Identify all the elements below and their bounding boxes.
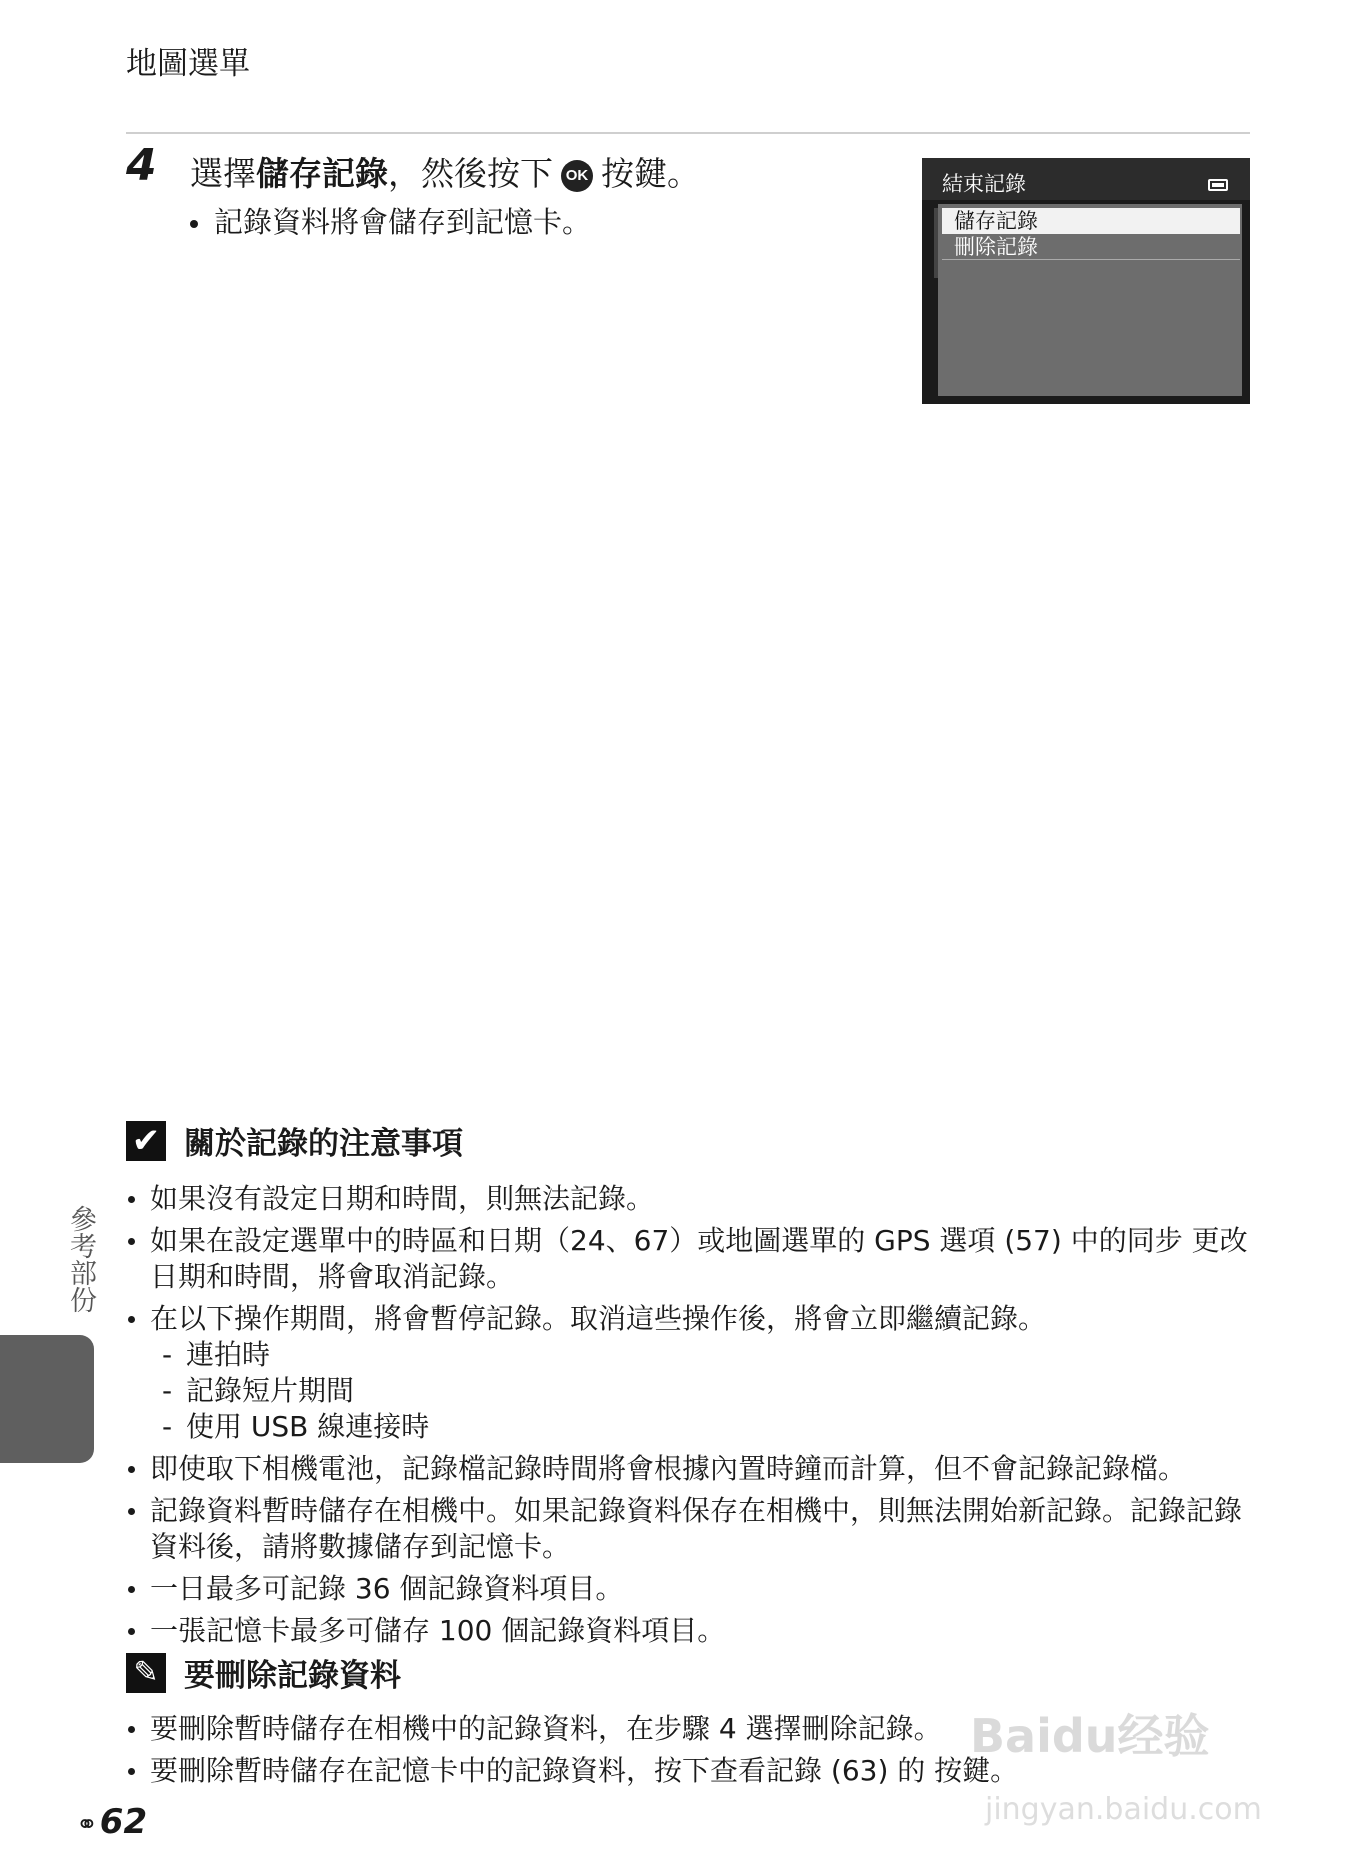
watermark-url: jingyan.baidu.com <box>985 1792 1262 1827</box>
section-title: 地圖選單 <box>126 46 250 82</box>
step-instruction <box>190 148 700 195</box>
note-recording-header <box>126 1118 1250 1163</box>
step-mid: ，然後按下 <box>388 154 553 193</box>
step-post: 按鍵。 <box>601 154 700 193</box>
reference-icon: ⚭ <box>76 1810 98 1840</box>
sub-list-item: - 使用 USB 線連接時 <box>162 1409 1250 1445</box>
note-delete-header <box>126 1650 1250 1695</box>
header-rule <box>126 132 1250 134</box>
bullet-icon <box>190 220 198 228</box>
step-subtext <box>190 200 591 241</box>
watermark-logo: Baidu经验 <box>970 1709 1210 1763</box>
side-tab <box>0 1335 94 1463</box>
note-delete-title: 要刪除記錄資料 <box>184 1658 401 1694</box>
page-number <box>76 1802 147 1842</box>
step-subtext-label: 記錄資料將會儲存到記憶卡。 <box>214 205 592 239</box>
page-number-label: 62 <box>99 1802 148 1842</box>
list-item: 記錄資料暫時儲存在相機中。如果記錄資料保存在相機中，則無法開始新記錄。記錄記錄資料後，請將數據儲存到記憶卡。 <box>126 1493 1250 1565</box>
side-label: 參考部份 <box>65 1205 96 1313</box>
step-pre: 選擇 <box>190 154 256 193</box>
list-item: 如果沒有設定日期和時間，則無法記錄。 <box>126 1181 1250 1217</box>
screen-title: 結束記錄 <box>942 172 1026 196</box>
list-item <box>126 1301 1250 1445</box>
list-item-label: 在以下操作期間，將會暫停記錄。取消這些操作後，將會立即繼續記錄。 <box>150 1302 1047 1335</box>
menu-item-save-log[interactable]: 儲存記錄 <box>942 208 1240 234</box>
sub-list <box>150 1337 1250 1445</box>
menu-item-delete-log[interactable]: 刪除記錄 <box>942 234 1240 260</box>
ok-button-icon: OK <box>561 160 593 192</box>
note-recording <box>126 1118 1250 1655</box>
check-icon: ✔ <box>126 1121 166 1161</box>
list-item: 要刪除暫時儲存在相機中的記錄資料，在步驟 4 選擇刪除記錄。 <box>126 1711 1250 1747</box>
sub-list-item: - 記錄短片期間 <box>162 1373 1250 1409</box>
note-recording-title: 關於記錄的注意事項 <box>184 1126 463 1162</box>
list-item: 要刪除暫時儲存在記憶卡中的記錄資料，按下查看記錄 (63) 的 按鍵。 <box>126 1753 1250 1789</box>
camera-screen <box>922 158 1250 404</box>
note-recording-list <box>126 1181 1250 1649</box>
list-item: 一日最多可記錄 36 個記錄資料項目。 <box>126 1571 1250 1607</box>
sub-list-item: - 連拍時 <box>162 1337 1250 1373</box>
step-number: 4 <box>126 140 157 191</box>
pencil-icon: ✎ <box>126 1653 166 1693</box>
battery-icon <box>1208 179 1228 191</box>
screen-header <box>922 158 1250 200</box>
list-item: 一張記憶卡最多可儲存 100 個記錄資料項目。 <box>126 1613 1250 1649</box>
list-item: 即使取下相機電池，記錄檔記錄時間將會根據內置時鐘而計算，但不會記錄記錄檔。 <box>126 1451 1250 1487</box>
scroll-indicator <box>934 208 938 278</box>
step-bold: 儲存記錄 <box>256 154 388 193</box>
list-item: 如果在設定選單中的時區和日期（24、67）或地圖選單的 GPS 選項 (57) 中的同步 更改日期和時間，將會取消記錄。 <box>126 1223 1250 1295</box>
